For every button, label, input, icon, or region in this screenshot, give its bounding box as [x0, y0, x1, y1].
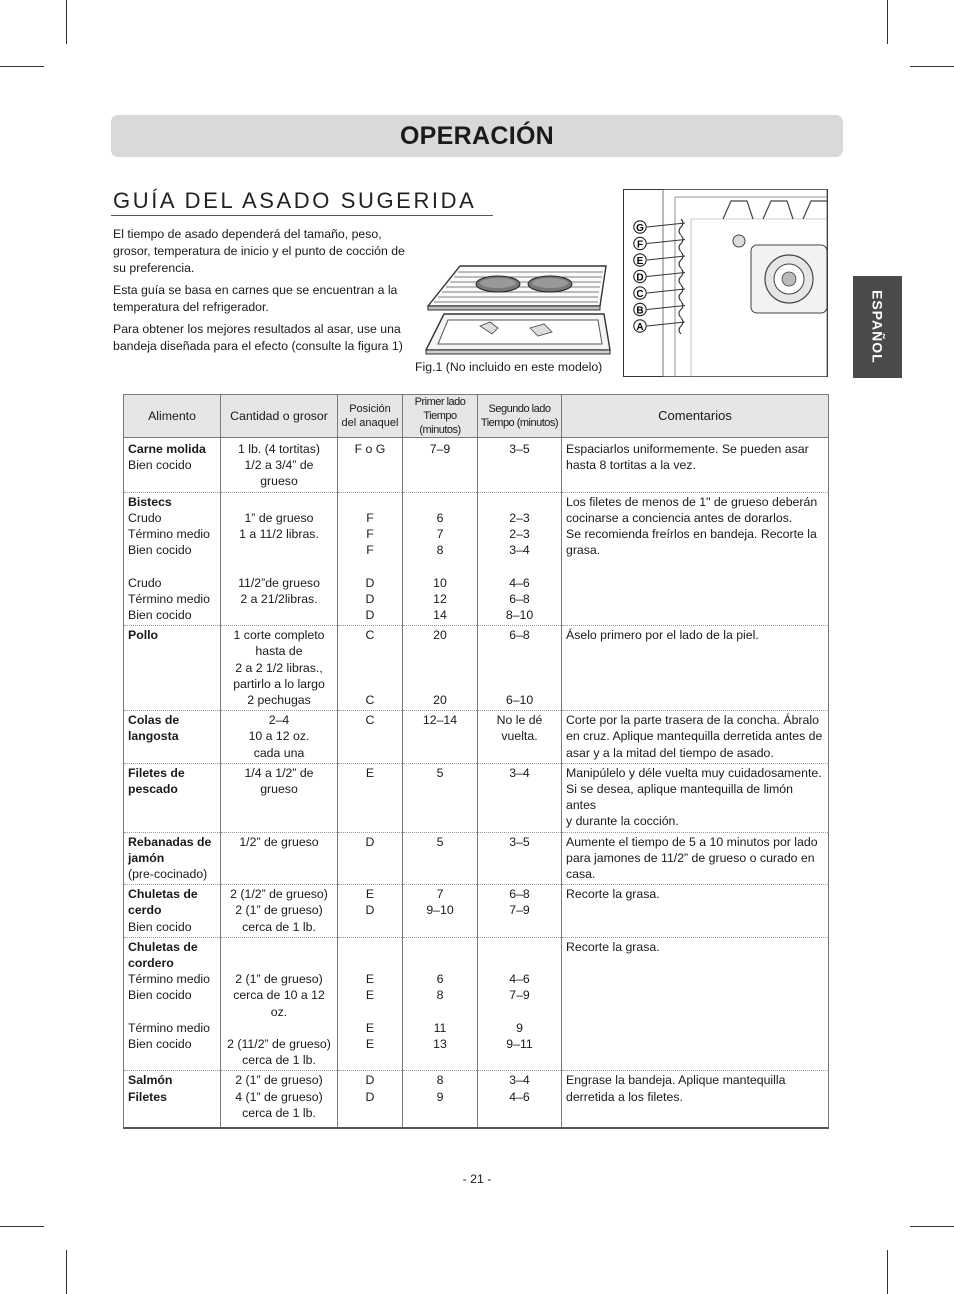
- cell-comments: [562, 885, 829, 938]
- cell-position: [338, 492, 403, 626]
- intro-paragraph: Para obtener los mejores resultados al asar, use una bandeja diseñada para el efecto (consulte la figura 1): [113, 322, 403, 353]
- food-line: Bien cocido: [128, 608, 192, 623]
- comments-line: Áselo primero por el lado de la piel.: [566, 628, 759, 643]
- rack-letter-label: B: [636, 305, 644, 317]
- amount-line: [225, 1020, 333, 1036]
- cell-position: [338, 626, 403, 711]
- first-line: [407, 660, 473, 676]
- position-line: [342, 939, 398, 955]
- cell-second: [478, 885, 562, 938]
- comments-line: Recorte la grasa.: [566, 939, 660, 954]
- cell-food: [124, 937, 221, 1071]
- first-line: 12–14: [422, 713, 458, 728]
- header-comments-label: Comentarios: [658, 407, 732, 423]
- position-line: [342, 955, 398, 971]
- amount-line: 1 lb. (4 tortitas): [237, 442, 320, 456]
- cell-first: [403, 1071, 478, 1128]
- cell-comments: [562, 626, 829, 711]
- food-line: Colas de: [128, 713, 180, 728]
- comments-line: cocinarse a conciencia antes de dorarlos.: [566, 510, 793, 525]
- first-line: 5: [436, 765, 444, 780]
- first-line: [407, 643, 473, 659]
- amount-line: [225, 494, 333, 510]
- cell-second: [478, 832, 562, 885]
- first-line: [407, 494, 473, 510]
- table-header-row: [124, 395, 829, 438]
- crop-mark: [66, 1250, 67, 1294]
- first-line: 20: [433, 692, 447, 707]
- amount-line: [225, 955, 333, 971]
- food-line: Pollo: [128, 628, 159, 643]
- rack-letter-label: C: [636, 288, 644, 300]
- amount-line: 2 a 2 1/2 libras.,: [235, 660, 323, 675]
- position-line: [342, 660, 398, 676]
- position-line: D: [365, 834, 375, 849]
- second-line: 6–10: [505, 692, 534, 707]
- cell-amount: [221, 937, 338, 1071]
- amount-line: partirlo a lo largo: [233, 676, 325, 691]
- position-line: [342, 676, 398, 692]
- food-line: Bien cocido: [128, 543, 192, 558]
- second-line: 6–8: [509, 887, 530, 902]
- position-line: D: [365, 591, 375, 606]
- table-row: [124, 1071, 829, 1128]
- cell-food: [124, 711, 221, 764]
- amount-line: 4 (1” de grueso): [235, 1089, 323, 1104]
- first-line: [407, 1004, 473, 1020]
- first-line: 10: [433, 575, 447, 590]
- crop-mark: [887, 1250, 888, 1294]
- second-line: [482, 660, 557, 676]
- first-line: 11: [433, 1020, 447, 1035]
- food-line: pescado: [128, 782, 178, 797]
- crop-mark: [0, 66, 44, 67]
- first-line: 13: [433, 1037, 447, 1052]
- header-comments: [562, 395, 829, 438]
- cell-second: [478, 937, 562, 1071]
- header-food-label: Alimento: [148, 408, 196, 423]
- food-line: Término medio: [128, 1020, 211, 1035]
- second-line: [482, 1004, 557, 1020]
- crop-mark: [887, 0, 888, 44]
- position-line: D: [365, 575, 375, 590]
- header-amount: [221, 395, 338, 438]
- amount-line: [225, 558, 333, 574]
- crop-mark: [910, 1226, 954, 1227]
- second-line: 3–4: [509, 1073, 530, 1088]
- language-tab: [853, 276, 902, 378]
- food-line: Salmón: [128, 1073, 173, 1088]
- cell-comments: [562, 1071, 829, 1128]
- table-row: [124, 832, 829, 885]
- amount-line: 2 a 21/2libras.: [240, 591, 318, 606]
- section-title-rule: [111, 215, 493, 216]
- table-row: [124, 763, 829, 832]
- cell-food: [124, 832, 221, 885]
- amount-line: cerca de 10 a 12 oz.: [233, 988, 325, 1019]
- cell-second: [478, 711, 562, 764]
- second-line: [482, 558, 557, 574]
- amount-line: 1” de grueso: [244, 510, 314, 525]
- comments-line: hasta 8 tortitas a la vez.: [566, 458, 696, 473]
- position-line: F: [366, 543, 374, 558]
- second-line: [482, 939, 557, 955]
- page-title: OPERACIÓN: [399, 121, 555, 150]
- food-line: [128, 558, 216, 574]
- cell-first: [403, 438, 478, 493]
- first-line: 8: [436, 1073, 444, 1088]
- position-line: F: [366, 510, 374, 525]
- header-amount-label: Cantidad o grosor: [230, 408, 328, 423]
- intro-paragraph: El tiempo de asado dependerá del tamaño, peso, grosor, temperatura de inicio y el punto de cocción de su preferencia.: [113, 227, 405, 275]
- table-row: [124, 885, 829, 938]
- table-row: [124, 492, 829, 626]
- rack-letter-label: A: [636, 321, 644, 333]
- comments-line: grasa.: [566, 543, 601, 558]
- food-line: jamón: [128, 850, 165, 865]
- amount-line: 11/2”de grueso: [238, 575, 320, 590]
- table-row: [124, 626, 829, 711]
- second-line: 2–3: [509, 527, 530, 541]
- second-line: 3–4: [509, 765, 530, 780]
- comments-line: Si se desea, aplique mantequilla de limón antes: [566, 782, 793, 813]
- crop-mark: [0, 1226, 44, 1227]
- second-line: 4–6: [509, 972, 530, 987]
- language-tab-label: ESPAÑOL: [869, 290, 886, 364]
- figure-caption: Fig.1 (No incluido en este modelo): [415, 360, 603, 374]
- intro-text: [113, 226, 443, 360]
- header-first-line1: Primer lado: [414, 396, 466, 408]
- first-line: 6: [436, 510, 444, 525]
- second-line: 9–11: [506, 1037, 533, 1052]
- food-line: Bien cocido: [128, 919, 192, 934]
- amount-line: cada una: [253, 745, 305, 760]
- first-line: 8: [436, 543, 444, 558]
- second-line: [482, 494, 557, 510]
- header-position-line2: del anaquel: [341, 417, 399, 429]
- second-line: 3–4: [509, 543, 530, 558]
- position-line: E: [365, 887, 375, 902]
- position-line: F o G: [354, 442, 386, 456]
- cell-second: [478, 763, 562, 832]
- food-line: Chuletas de: [128, 887, 198, 902]
- food-line: [128, 1004, 216, 1020]
- cell-second: [478, 1071, 562, 1128]
- position-line: E: [365, 972, 375, 987]
- cell-amount: [221, 1071, 338, 1128]
- first-line: 9: [436, 1089, 444, 1104]
- cell-second: [478, 492, 562, 626]
- cell-comments: [562, 832, 829, 885]
- position-line: E: [365, 1037, 375, 1052]
- comments-line: Manipúlelo y déle vuelta muy cuidadosamente.: [566, 765, 822, 780]
- oven-rack-illustration: [623, 189, 828, 377]
- cell-comments: [562, 492, 829, 626]
- cell-comments: [562, 763, 829, 832]
- broiler-pan-illustration: [420, 262, 616, 358]
- cell-amount: [221, 711, 338, 764]
- position-line: [342, 1004, 398, 1020]
- cell-amount: [221, 832, 338, 885]
- cell-first: [403, 626, 478, 711]
- first-line: 14: [433, 608, 447, 622]
- crop-mark: [66, 0, 67, 44]
- table-row: [124, 937, 829, 1071]
- amount-line: 1/4 a 1/2” de grueso: [244, 765, 314, 797]
- second-line: [482, 643, 557, 659]
- comments-line: y durante la cocción.: [566, 814, 679, 829]
- cell-first: [403, 492, 478, 626]
- cell-amount: [221, 626, 338, 711]
- second-line: 3–5: [509, 834, 530, 849]
- second-line: No le dé: [496, 713, 543, 728]
- amount-line: 2–4: [268, 713, 290, 728]
- first-line: [407, 558, 473, 574]
- cell-comments: [562, 438, 829, 493]
- position-line: [342, 494, 398, 510]
- cell-position: [338, 438, 403, 493]
- position-line: D: [365, 1089, 375, 1104]
- cell-position: [338, 763, 403, 832]
- second-line: 8–10: [505, 608, 534, 622]
- comments-line: asar y a la mitad del tiempo de asado.: [566, 745, 774, 760]
- cell-first: [403, 763, 478, 832]
- food-line: Chuletas de: [128, 939, 198, 954]
- cell-amount: [221, 885, 338, 938]
- amount-line: 1 corte completo: [233, 628, 325, 643]
- second-line: 3–5: [509, 442, 530, 456]
- second-line: 6–8: [509, 591, 530, 606]
- food-line: Bien cocido: [128, 458, 192, 473]
- cell-position: [338, 1071, 403, 1128]
- cell-food: [124, 1071, 221, 1128]
- second-line: 4–6: [509, 1089, 530, 1104]
- amount-line: 1/2” de grueso: [239, 834, 319, 849]
- food-line: Bien cocido: [128, 1037, 192, 1052]
- food-line: (pre-cocinado): [128, 867, 208, 882]
- amount-line: 2 pechugas: [247, 693, 311, 708]
- cell-first: [403, 885, 478, 938]
- second-line: 2–3: [509, 510, 530, 525]
- cell-second: [478, 438, 562, 493]
- rack-letter-label: D: [636, 272, 644, 284]
- amount-line: cerca de 1 lb.: [242, 1105, 316, 1120]
- amount-line: 2 (1/2” de grueso): [230, 887, 328, 902]
- intro-paragraph: Esta guía se basa en carnes que se encuentran a la temperatura del refrigerador.: [113, 283, 398, 314]
- food-line: Bien cocido: [128, 988, 192, 1003]
- first-line: [407, 939, 473, 955]
- food-line: Crudo: [128, 575, 162, 590]
- comments-line: Recorte la grasa.: [566, 887, 660, 902]
- food-line: Filetes de: [128, 765, 185, 780]
- rack-letter-label: F: [636, 239, 644, 251]
- cell-amount: [221, 763, 338, 832]
- header-second-line2: Tiempo (minutos): [480, 417, 559, 429]
- comments-line: Engrase la bandeja. Aplique mantequilla: [566, 1073, 786, 1088]
- food-line: cordero: [128, 956, 174, 971]
- second-line: 4–6: [509, 575, 530, 590]
- cell-food: [124, 885, 221, 938]
- second-line: [482, 676, 557, 692]
- position-line: E: [365, 988, 375, 1003]
- header-position: [338, 395, 403, 438]
- first-line: 7–9: [429, 442, 451, 456]
- cell-food: [124, 438, 221, 493]
- food-line: Bistecs: [128, 494, 172, 509]
- position-line: C: [365, 692, 375, 707]
- cell-comments: [562, 711, 829, 764]
- cell-position: [338, 711, 403, 764]
- amount-line: 2 (11/2” de grueso): [227, 1037, 331, 1052]
- cell-amount: [221, 438, 338, 493]
- second-line: [482, 955, 557, 971]
- comments-line: Espaciarlos uniformemente. Se pueden asar: [566, 442, 809, 456]
- section-title: GUÍA DEL ASADO SUGERIDA: [113, 188, 477, 213]
- cell-food: [124, 492, 221, 626]
- comments-line: en cruz. Aplique mantequilla derretida antes de: [566, 729, 823, 744]
- amount-line: 2 (1” de grueso): [235, 1073, 323, 1088]
- first-line: 5: [436, 834, 444, 849]
- amount-line: 1/2 a 3/4” de grueso: [244, 458, 314, 489]
- comments-line: casa.: [566, 867, 596, 882]
- header-position-line1: Posición: [349, 403, 391, 415]
- table-row: [124, 438, 829, 493]
- broil-guide-table: [123, 394, 829, 1129]
- first-line: 20: [433, 628, 447, 643]
- crop-mark: [910, 66, 954, 67]
- amount-line: [225, 607, 333, 623]
- position-line: [342, 643, 398, 659]
- first-line: 9–10: [426, 903, 454, 918]
- amount-line: cerca de 1 lb.: [242, 1053, 316, 1068]
- cell-position: [338, 937, 403, 1071]
- food-line: Carne molida: [128, 442, 206, 456]
- cell-first: [403, 832, 478, 885]
- cell-comments: [562, 937, 829, 1071]
- amount-line: 1 a 11/2 libras.: [239, 527, 319, 541]
- position-line: C: [365, 628, 375, 643]
- header-first-side: [403, 395, 478, 438]
- food-line: Término medio: [128, 972, 211, 987]
- second-line: 9: [516, 1020, 523, 1035]
- comments-line: Aumente el tiempo de 5 a 10 minutos por lado: [566, 834, 818, 849]
- first-line: 6: [436, 972, 444, 987]
- position-line: D: [365, 608, 375, 622]
- header-first-line2: Tiempo (minutos): [419, 410, 461, 436]
- position-line: F: [366, 527, 374, 541]
- amount-line: hasta de: [255, 644, 303, 659]
- cell-second: [478, 626, 562, 711]
- position-line: C: [365, 713, 375, 728]
- comments-line: Los filetes de menos de 1" de grueso deberán: [566, 494, 818, 509]
- position-line: E: [365, 1020, 375, 1035]
- comments-line: Se recomienda freírlos en bandeja. Recorte la: [566, 527, 817, 542]
- first-line: 12: [433, 591, 447, 606]
- second-line: 6–8: [509, 628, 530, 643]
- header-food: [124, 395, 221, 438]
- header-second-side: [478, 395, 562, 438]
- amount-line: [225, 542, 333, 558]
- rack-letter-label: E: [636, 255, 644, 267]
- cell-amount: [221, 492, 338, 626]
- cell-food: [124, 763, 221, 832]
- cell-first: [403, 711, 478, 764]
- food-line: Filetes: [128, 1089, 167, 1104]
- position-line: [342, 558, 398, 574]
- header-bar: [111, 115, 843, 157]
- food-line: Término medio: [128, 591, 211, 606]
- comments-line: para jamones de 11/2” de grueso o curado en: [566, 850, 815, 865]
- rack-letter-label: G: [636, 222, 644, 234]
- first-line: [407, 955, 473, 971]
- position-line: D: [365, 903, 375, 918]
- second-line: 7–9: [509, 988, 530, 1003]
- food-line: Término medio: [128, 527, 211, 542]
- amount-line: 2 (1” de grueso): [235, 903, 323, 918]
- food-line: cerdo: [128, 903, 162, 918]
- second-line: vuelta.: [501, 729, 538, 744]
- first-line: [407, 676, 473, 692]
- second-line: 7–9: [509, 903, 530, 918]
- position-line: E: [365, 765, 375, 780]
- first-line: 7: [436, 527, 444, 541]
- cell-first: [403, 937, 478, 1071]
- food-line: Crudo: [128, 510, 162, 525]
- amount-line: 2 (1” de grueso): [235, 972, 323, 987]
- cell-food: [124, 626, 221, 711]
- first-line: 8: [436, 988, 444, 1003]
- cell-position: [338, 832, 403, 885]
- amount-line: [225, 939, 333, 955]
- comments-line: Corte por la parte trasera de la concha. Ábralo: [566, 713, 819, 728]
- food-line: Rebanadas de: [128, 834, 212, 849]
- cell-position: [338, 885, 403, 938]
- table-row: [124, 711, 829, 764]
- position-line: D: [365, 1073, 375, 1088]
- header-second-line1: Segundo lado: [488, 403, 551, 415]
- amount-line: 10 a 12 oz.: [248, 729, 310, 744]
- amount-line: cerca de 1 lb.: [242, 919, 316, 934]
- food-line: langosta: [128, 729, 179, 744]
- first-line: 7: [436, 887, 444, 902]
- page-number: - 21 -: [462, 1172, 492, 1186]
- comments-line: derretida a los filetes.: [566, 1089, 683, 1104]
